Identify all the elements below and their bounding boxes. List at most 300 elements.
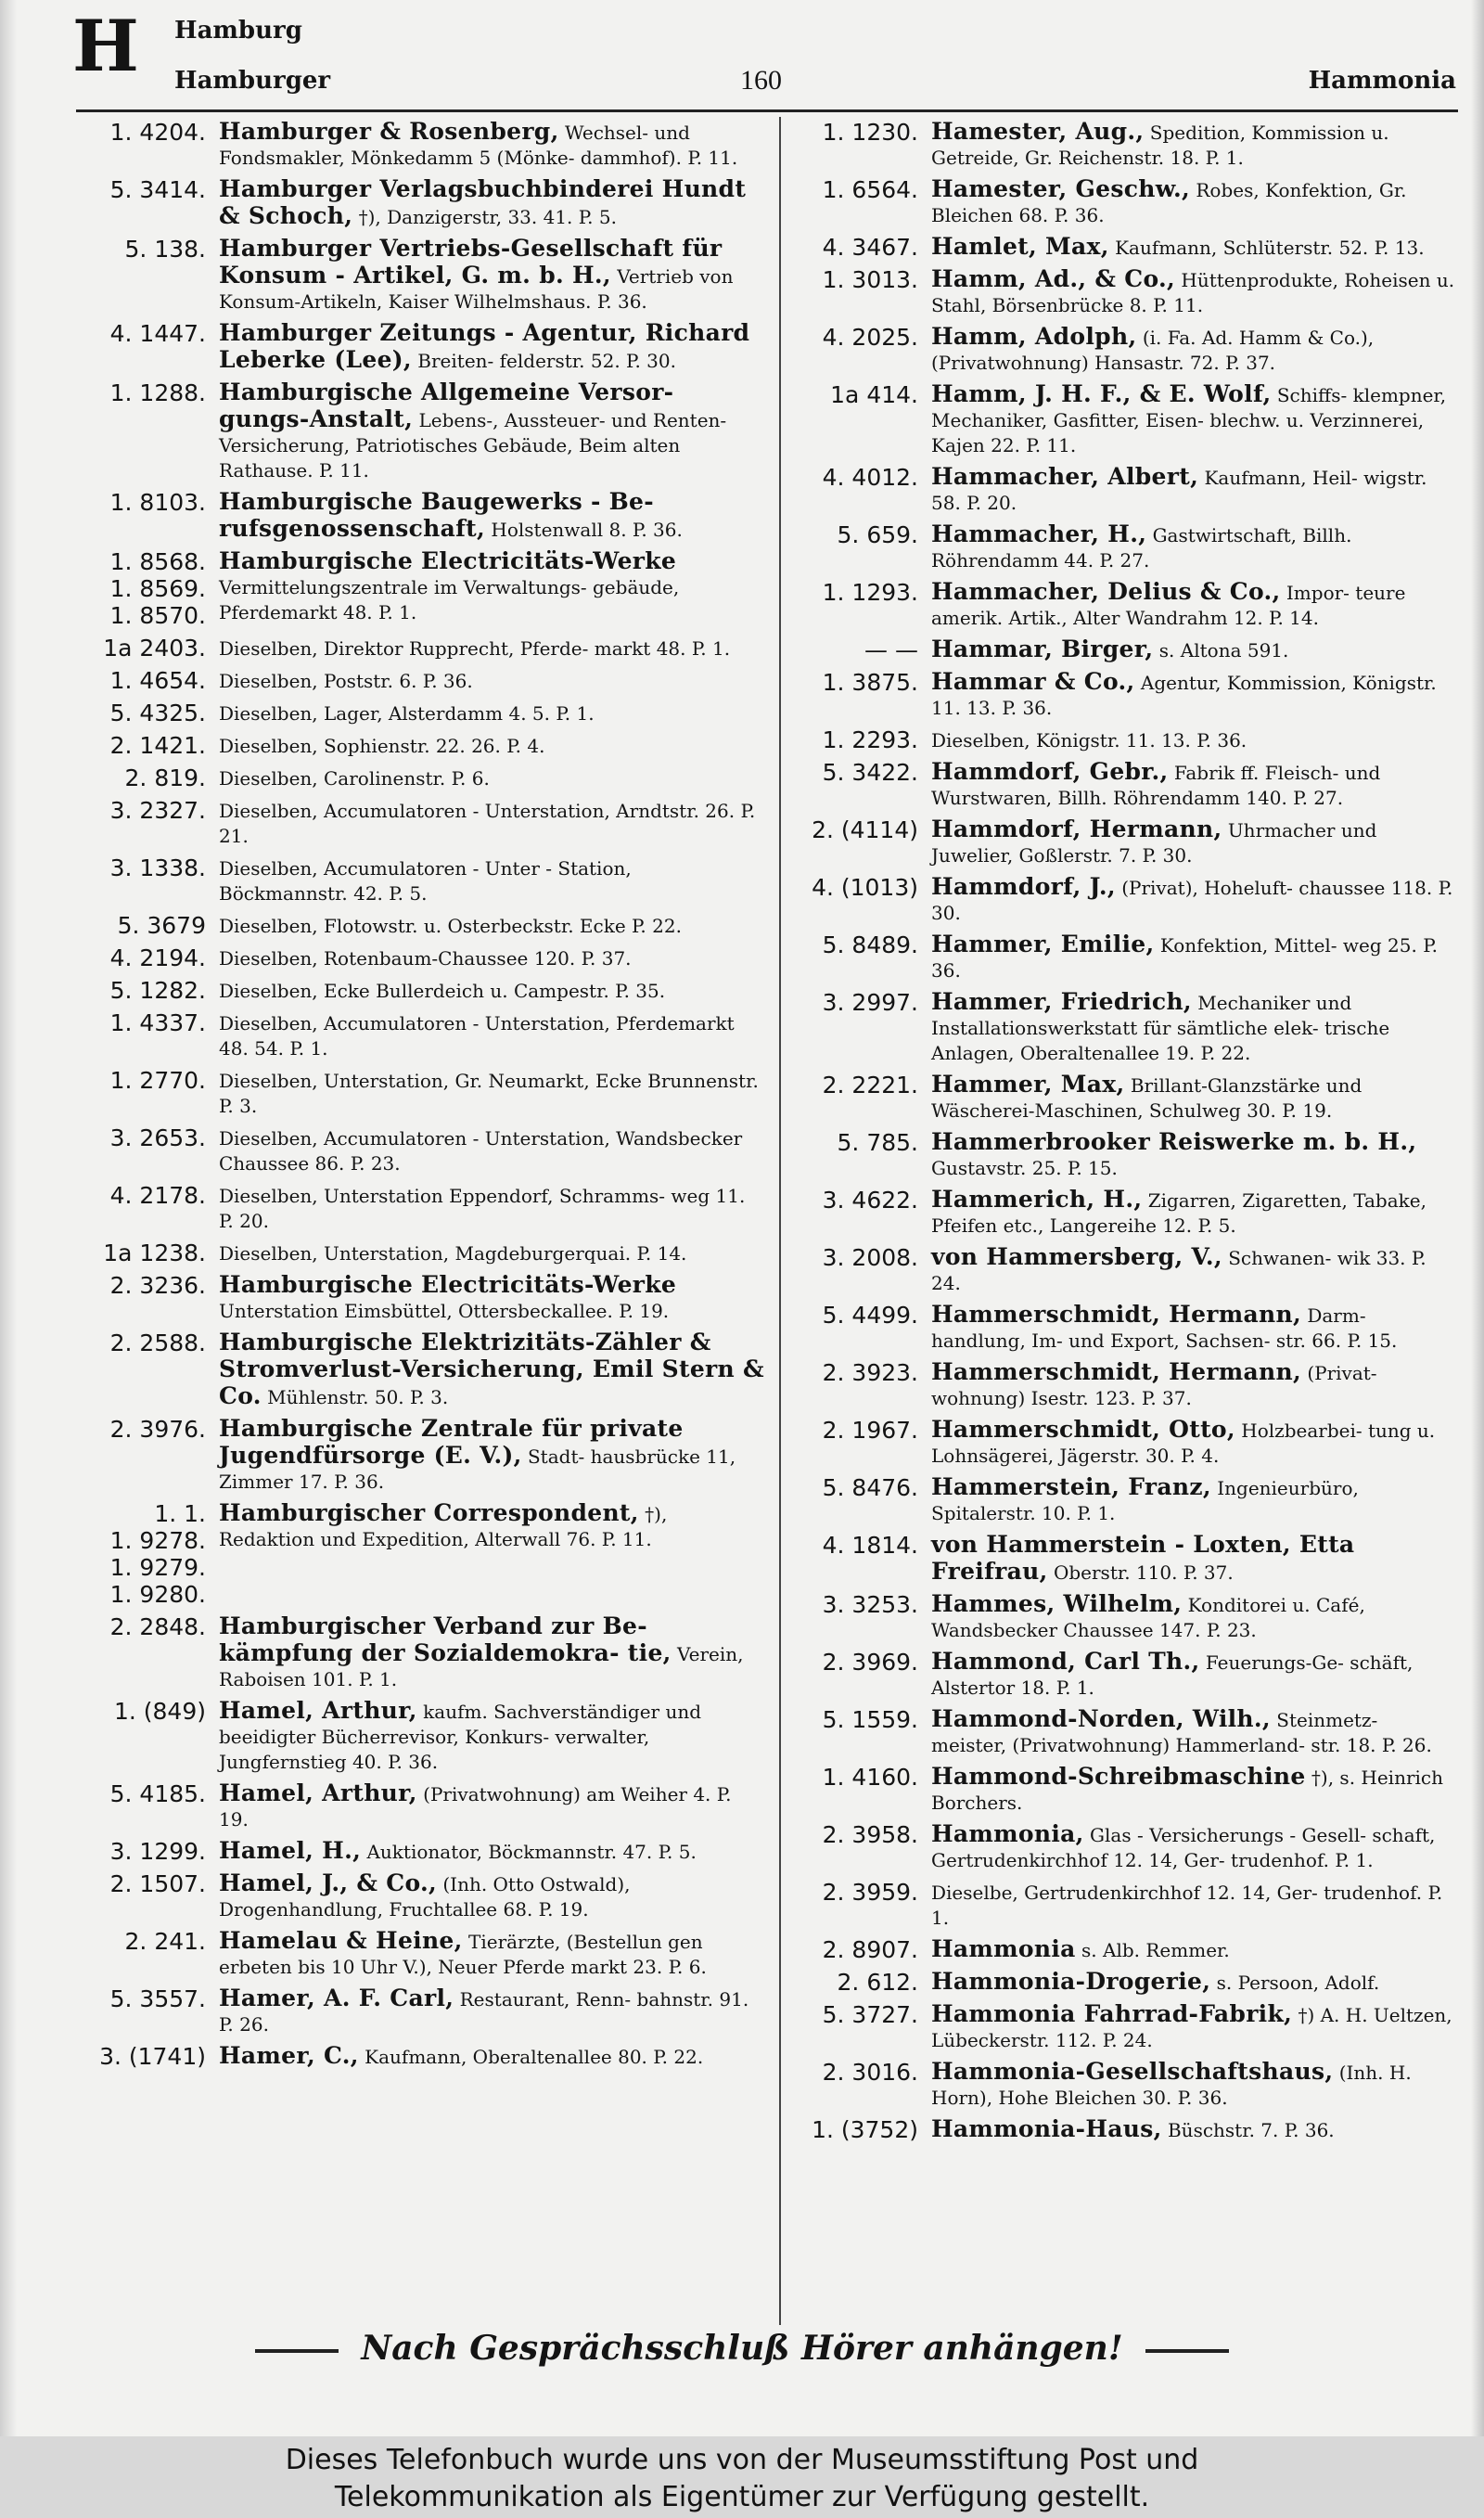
subscriber-details: Verein, Raboisen 101. P. 1. (219, 1643, 744, 1690)
directory-entry (788, 874, 1458, 926)
phone-number: 1a 1238. (103, 1240, 206, 1266)
subscriber-details: s. Persoon, Adolf. (1216, 1972, 1380, 1994)
phone-number: 2. 1421. (109, 732, 206, 759)
subscriber-details: Vertrieb von Konsum-Artikeln, Kaiser Wilhelmshaus. P. 36. (219, 265, 734, 313)
entry-text (931, 1821, 1458, 1873)
subscriber-details: Dieselben, Carolinenstr. P. 6. (219, 767, 490, 790)
subscriber-name: Hamlet, Max, (931, 233, 1109, 260)
phone-number: 1. 1230. (822, 119, 918, 146)
footer-notice: Nach Gesprächsschluß Hörer anhängen! (0, 2329, 1484, 2368)
directory-entry (788, 1706, 1458, 1758)
phone-number: 2. 3976. (109, 1416, 206, 1443)
directory-entry (76, 977, 764, 1004)
entry-text (219, 1124, 764, 1176)
phone-number: 1. 4337. (109, 1009, 206, 1036)
directory-entry (788, 381, 1458, 458)
directory-entry (788, 1821, 1458, 1873)
phone-number: 2. 1507. (109, 1870, 206, 1897)
entry-text (219, 1416, 764, 1495)
directory-entry (788, 176, 1458, 228)
phone-number: 5. 4325. (109, 700, 206, 726)
phone-number: 2. 3959. (822, 1879, 918, 1906)
phone-number: 5. 4499. (822, 1302, 918, 1329)
subscriber-name: Hamel, Arthur, (219, 1779, 417, 1806)
phone-number: 1. 8103. (109, 489, 206, 516)
subscriber-name: Hamburgische Electricitäts-Werke (219, 547, 677, 574)
subscriber-name: Hammond, Carl Th., (931, 1648, 1200, 1675)
entry-text (219, 1780, 764, 1832)
entry-text (931, 2116, 1458, 2143)
entry-text (219, 764, 764, 791)
phone-number: 1. 4160. (822, 1764, 918, 1791)
subscriber-details: kaufm. Sachverständiger und beeidigter Bücherrevisor, Konkurs- verwalter, Jungfernstieg 40. P. 36. (219, 1701, 702, 1773)
phone-number: 3. 4622. (822, 1187, 918, 1214)
entry-text (219, 379, 764, 483)
directory-entry (788, 636, 1458, 663)
entry-text (931, 579, 1458, 631)
subscriber-details: Kaufmann, Heil- wigstr. 58. P. 20. (931, 467, 1427, 514)
subscriber-details: Konfektion, Mittel- weg 25. P. 36. (931, 934, 1438, 982)
directory-entry (788, 1879, 1458, 1931)
directory-entry (788, 989, 1458, 1066)
subscriber-details: †), s. Heinrich Borchers. (931, 1766, 1443, 1814)
subscriber-name: Hammdorf, J., (931, 873, 1116, 900)
phone-number: 5. 3679 (117, 912, 206, 939)
directory-entry (76, 320, 764, 374)
directory-entry (788, 234, 1458, 261)
directory-entry (788, 1302, 1458, 1354)
subscriber-details: Büschstr. 7. P. 36. (1167, 2119, 1335, 2141)
phone-number: 5. 659. (837, 521, 918, 548)
subscriber-details: (Inh. Otto Ostwald), Drogenhandlung, Fruchtallee 68. P. 19. (219, 1873, 631, 1921)
subscriber-name: Hamburger Vertriebs-Gesellschaft für Konsum - Artikel, G. m. b. H., (219, 235, 723, 289)
phone-number: 2. 3958. (822, 1821, 918, 1848)
left-column (76, 119, 764, 2318)
subscriber-name: Hammerstein, Franz, (931, 1473, 1211, 1500)
directory-entry (76, 797, 764, 849)
directory-entry (76, 2043, 764, 2070)
phone-number: 4. 4012. (822, 464, 918, 491)
subscriber-details: Konditorei u. Café, Wandsbecker Chaussee 147. P. 23. (931, 1594, 1365, 1641)
subscriber-details: Dieselben, Direktor Rupprecht, Pferde- markt 48. P. 1. (219, 637, 731, 660)
subscriber-name: Hammes, Wilhelm, (931, 1590, 1183, 1617)
subscriber-name: Hammonia, (931, 1820, 1084, 1847)
directory-entry (76, 1330, 764, 1410)
phone-number: 2. 2221. (822, 1072, 918, 1098)
subscriber-details: Wechsel- und Fondsmakler, Mönkedamm 5 (Mönke- dammhof). P. 11. (219, 122, 738, 169)
subscriber-details: †) A. H. Ueltzen, Lübeckerstr. 112. P. 24. (931, 2004, 1452, 2051)
entry-text (931, 1072, 1458, 1124)
phone-number: 1. 1293. (822, 579, 918, 606)
directory-entry (788, 1359, 1458, 1411)
entry-text (931, 2059, 1458, 2111)
entry-text (931, 176, 1458, 228)
subscriber-details: Restaurant, Renn- bahnstr. 91. P. 26. (219, 1988, 749, 2036)
entry-text (931, 874, 1458, 926)
phone-number: 2. 3969. (822, 1649, 918, 1676)
subscriber-details: Dieselben, Unterstation, Gr. Neumarkt, Ecke Brunnenstr. P. 3. (219, 1070, 759, 1117)
phone-number: 3. 2327. (109, 797, 206, 824)
column-divider (779, 117, 781, 2325)
subscriber-name: Hamburgischer Correspondent, (219, 1499, 639, 1526)
phone-number: 2. 819. (124, 764, 206, 791)
subscriber-details: Auktionator, Böckmannstr. 47. P. 5. (366, 1841, 697, 1863)
phone-number: 1. (849) (113, 1698, 206, 1725)
subscriber-details: Spedition, Kommission u. Getreide, Gr. Reichenstr. 18. P. 1. (931, 122, 1389, 169)
caption-line-2: Telekommunikation als Eigentümer zur Verfügung gestellt. (334, 2481, 1150, 2513)
entry-text (931, 1474, 1458, 1526)
subscriber-details: Oberstr. 110. P. 37. (1053, 1561, 1234, 1584)
phone-number: 1. 8568. 1. 8569. 1. 8570. (109, 548, 206, 629)
subscriber-name: Hamel, J., & Co., (219, 1869, 437, 1896)
subscriber-name: Hammacher, Albert, (931, 463, 1199, 490)
subscriber-details: Breiten- felderstr. 52. P. 30. (417, 350, 676, 372)
subscriber-name: Hamburgische Electricitäts-Werke (219, 1271, 677, 1298)
entry-text (931, 1187, 1458, 1239)
entry-text (219, 700, 764, 726)
subscriber-name: Hamburgische Elektrizitäts-Zähler & Stromverlust-Versicherung, Emil Stern & Co. (219, 1329, 764, 1409)
subscriber-details: Zigarren, Zigaretten, Tabake, Pfeifen etc., Langereihe 12. P. 5. (931, 1189, 1426, 1237)
subscriber-details: (Privat- wohnung) Isestr. 123. P. 37. (931, 1362, 1377, 1409)
phone-number: 3. 1299. (109, 1838, 206, 1865)
entry-text (219, 176, 764, 230)
directory-entry (788, 1417, 1458, 1469)
subscriber-details: Vermittelungszentrale im Verwaltungs- gebäude, Pferdemarkt 48. P. 1. (219, 576, 680, 623)
phone-number: 5. 3414. (109, 176, 206, 203)
phone-number: 1a 414. (830, 381, 918, 408)
directory-entry (76, 912, 764, 939)
phone-number: 1. (3752) (812, 2116, 918, 2143)
phone-number: 4. 2025. (822, 324, 918, 351)
entry-text (219, 1067, 764, 1119)
phone-number: 2. (4114) (812, 816, 918, 843)
directory-entry (788, 1591, 1458, 1643)
subscriber-details: Dieselben, Lager, Alsterdamm 4. 5. P. 1. (219, 702, 595, 725)
subscriber-details: Dieselben, Accumulatoren - Unterstation, Wandsbecker Chaussee 86. P. 23. (219, 1127, 743, 1175)
subscriber-name: Hammar & Co., (931, 668, 1135, 695)
phone-number: 3. 3253. (822, 1591, 918, 1618)
phone-number: 5. 1282. (109, 977, 206, 1004)
phone-number: 2. 2848. (109, 1613, 206, 1640)
subscriber-name: Hammacher, Delius & Co., (931, 578, 1281, 605)
phone-number: 4. (1013) (812, 874, 918, 901)
subscriber-details: Dieselben, Unterstation Eppendorf, Schramms- weg 11. P. 20. (219, 1185, 746, 1232)
directory-entry (76, 1124, 764, 1176)
entry-text (219, 1500, 764, 1552)
directory-entry (76, 1780, 764, 1832)
entry-text (931, 669, 1458, 721)
subscriber-details: Dieselbe, Gertrudenkirchhof 12. 14, Ger- trudenhof. P. 1. (931, 1882, 1443, 1929)
phone-number: 4. 2194. (109, 944, 206, 971)
directory-entry (76, 1928, 764, 1980)
subscriber-details: (i. Fa. Ad. Hamm & Co.), (Privatwohnung) Hansastr. 72. P. 37. (931, 327, 1375, 374)
phone-number: 1. 1. 1. 9278. 1. 9279. 1. 9280. (109, 1500, 206, 1608)
subscriber-name: Hammonia-Gesellschaftshaus, (931, 2058, 1334, 2085)
directory-entry (788, 2059, 1458, 2111)
entry-text (931, 266, 1458, 318)
directory-entry (788, 579, 1458, 631)
phone-number: 1. 2293. (822, 726, 918, 753)
subscriber-name: Hammerich, H., (931, 1186, 1143, 1213)
directory-entry (76, 1698, 764, 1775)
subscriber-name: Hammerschmidt, Otto, (931, 1416, 1235, 1443)
phone-number: 2. 241. (124, 1928, 206, 1955)
directory-entry (76, 1240, 764, 1266)
directory-entry (788, 1969, 1458, 1996)
header-rule (76, 109, 1458, 112)
entry-text (219, 1838, 764, 1865)
phone-number: 2. 2588. (109, 1330, 206, 1356)
entry-text (219, 635, 764, 662)
entry-text (931, 636, 1458, 663)
phone-number: 4. 1814. (822, 1532, 918, 1559)
header-keyword-bottom: Hamburger (174, 67, 331, 95)
entry-text (931, 1532, 1458, 1586)
directory-entry (76, 236, 764, 315)
directory-entry (788, 464, 1458, 516)
entry-text (219, 1870, 764, 1922)
directory-entry (788, 324, 1458, 376)
subscriber-name: Hamburgische Zentrale für private Jugendfürsorge (E. V.), (219, 1415, 684, 1469)
entry-text (219, 1272, 764, 1324)
entry-text (219, 732, 764, 759)
phone-number: 1. 6564. (822, 176, 918, 203)
directory-entry (788, 1244, 1458, 1296)
entry-text (931, 1417, 1458, 1469)
subscriber-name: Hammonia (931, 1935, 1076, 1962)
directory-entry (76, 489, 764, 543)
subscriber-name: Hammond-Norden, Wilh., (931, 1705, 1271, 1732)
directory-entry (76, 732, 764, 759)
entry-text (219, 797, 764, 849)
phone-number: 1. 4654. (109, 667, 206, 694)
directory-entry (788, 1187, 1458, 1239)
entry-text (931, 464, 1458, 516)
directory-entry (76, 635, 764, 662)
entry-text (219, 1182, 764, 1234)
entry-text (931, 1591, 1458, 1643)
subscriber-details: Darm- handlung, Im- und Export, Sachsen- str. 66. P. 15. (931, 1304, 1398, 1352)
phone-number: 5. 785. (837, 1129, 918, 1156)
subscriber-details: Kaufmann, Schlüterstr. 52. P. 13. (1115, 237, 1425, 259)
directory-entry (76, 854, 764, 906)
entry-text (219, 1698, 764, 1775)
phone-number: 2. 3016. (822, 2059, 918, 2086)
header-keyword-top: Hamburg (174, 17, 302, 45)
entry-text (931, 759, 1458, 811)
subscriber-details: Dieselben, Accumulatoren - Unter - Station, Böckmannstr. 42. P. 5. (219, 857, 632, 905)
subscriber-details: Dieselben, Unterstation, Magdeburgerquai. P. 14. (219, 1242, 687, 1265)
directory-entry (76, 667, 764, 694)
entry-text (219, 119, 764, 171)
phone-number: 2. 612. (837, 1969, 918, 1996)
subscriber-name: Hamburger & Rosenberg, (219, 119, 559, 145)
page-number: 160 (740, 65, 782, 96)
entry-text (219, 977, 764, 1004)
phone-number: 5. 3727. (822, 2001, 918, 2028)
subscriber-name: Hammond-Schreibmaschine (931, 1763, 1306, 1790)
entry-text (219, 1240, 764, 1266)
entry-text (931, 1706, 1458, 1758)
copyright-caption (0, 2436, 1484, 2518)
phone-number: 5. 138. (124, 236, 206, 263)
phone-number: 2. 8907. (822, 1936, 918, 1963)
header-keyword-right: Hammonia (1308, 67, 1456, 95)
entry-text (219, 320, 764, 374)
directory-entry (788, 1764, 1458, 1816)
subscriber-details: †), Redaktion und Expedition, Alterwall 76. P. 11. (219, 1503, 668, 1550)
entry-text (931, 1649, 1458, 1701)
directory-entry (788, 1072, 1458, 1124)
subscriber-name: Hamelau & Heine, (219, 1927, 463, 1954)
phone-number: 3. 2997. (822, 989, 918, 1016)
directory-entry (76, 1067, 764, 1119)
subscriber-details: Brillant-Glanzstärke und Wäscherei-Maschinen, Schulweg 30. P. 19. (931, 1074, 1362, 1122)
subscriber-name: Hammerbrooker Reiswerke m. b. H., (931, 1128, 1417, 1155)
subscriber-details: Holstenwall 8. P. 36. (491, 519, 683, 541)
phone-number: 1. 1288. (109, 379, 206, 406)
caption-line-1: Dieses Telefonbuch wurde uns von der Museumsstiftung Post und (285, 2444, 1199, 2476)
phone-number: 5. 3422. (822, 759, 918, 786)
phone-number: 4. 3467. (822, 234, 918, 261)
subscriber-details: Dieselben, Poststr. 6. P. 36. (219, 670, 473, 692)
subscriber-details: Impor- teure amerik. Artik., Alter Wandrahm 12. P. 14. (931, 582, 1406, 629)
entry-text (219, 1613, 764, 1692)
subscriber-name: Hamel, Arthur, (219, 1697, 417, 1724)
subscriber-details: Dieselben, Flotowstr. u. Osterbeckstr. Ecke P. 22. (219, 915, 682, 937)
entry-text (219, 2043, 764, 2070)
directory-entry (76, 1613, 764, 1692)
phone-number: 1a 2403. (103, 635, 206, 662)
subscriber-name: Hammonia-Haus, (931, 2115, 1162, 2142)
subscriber-name: Hammacher, H., (931, 520, 1147, 547)
directory-entry (76, 1500, 764, 1608)
subscriber-name: Hammer, Max, (931, 1071, 1125, 1098)
subscriber-name: von Hammersberg, V., (931, 1243, 1222, 1270)
subscriber-details: Stadt- hausbrücke 11, Zimmer 17. P. 36. (219, 1445, 736, 1493)
subscriber-name: Hammdorf, Gebr., (931, 758, 1169, 785)
subscriber-details: Dieselben, Rotenbaum-Chaussee 120. P. 37. (219, 947, 632, 970)
phone-number: 1. 3013. (822, 266, 918, 293)
directory-entry (76, 1985, 764, 2037)
entry-text (931, 989, 1458, 1066)
entry-text (219, 854, 764, 906)
phone-number: — — (864, 636, 918, 663)
entry-text (219, 1928, 764, 1980)
subscriber-details: Gustavstr. 25. P. 15. (931, 1157, 1118, 1179)
entry-text (219, 912, 764, 939)
subscriber-name: Hamburgischer Verband zur Be- kämpfung der Sozialdemokra- tie, (219, 1612, 672, 1666)
subscriber-details: Hüttenprodukte, Roheisen u. Stahl, Börsenbrücke 8. P. 11. (931, 269, 1455, 316)
directory-entry (788, 2001, 1458, 2053)
directory-entry (76, 764, 764, 791)
directory-entry (788, 1936, 1458, 1963)
directory-entry (788, 816, 1458, 868)
phone-number: 1. 2770. (109, 1067, 206, 1094)
directory-entry (76, 119, 764, 171)
entry-text (931, 1359, 1458, 1411)
phone-number: 3. 1338. (109, 854, 206, 881)
directory-entry (76, 1009, 764, 1061)
subscriber-name: Hammer, Friedrich, (931, 988, 1192, 1015)
phone-number: 1. 4204. (109, 119, 206, 146)
subscriber-name: Hammar, Birger, (931, 636, 1154, 662)
entry-text (931, 2001, 1458, 2053)
subscriber-details: Fabrik ff. Fleisch- und Wurstwaren, Billh. Röhrendamm 140. P. 27. (931, 762, 1381, 809)
subscriber-details: Dieselben, Accumulatoren - Unterstation, Pferdemarkt 48. 54. P. 1. (219, 1012, 735, 1060)
phone-number: 5. 4185. (109, 1780, 206, 1807)
subscriber-details: Glas - Versicherungs - Gesell- schaft, Gertrudenkirchhof 12. 14, Ger- trudenhof. P. 1. (931, 1824, 1436, 1871)
entry-text (219, 548, 764, 625)
subscriber-details: (Privat), Hoheluft- chaussee 118. P. 30. (931, 877, 1453, 924)
subscriber-details: Dieselben, Königstr. 11. 13. P. 36. (931, 729, 1247, 752)
directory-entry (788, 931, 1458, 983)
entry-text (931, 816, 1458, 868)
subscriber-details: Ingenieurbüro, Spitalerstr. 10. P. 1. (931, 1477, 1359, 1524)
directory-entry (788, 1129, 1458, 1181)
subscriber-name: Hammerschmidt, Hermann, (931, 1301, 1301, 1328)
directory-entry (76, 548, 764, 629)
entry-text (931, 1879, 1458, 1931)
phone-number: 5. 3557. (109, 1985, 206, 2012)
directory-entry (76, 944, 764, 971)
subscriber-details: s. Altona 591. (1158, 639, 1289, 662)
subscriber-details: s. Alb. Remmer. (1081, 1939, 1230, 1961)
phone-number: 2. 1967. (822, 1417, 918, 1444)
entry-text (931, 521, 1458, 573)
subscriber-details: Schwanen- wik 33. P. 24. (931, 1247, 1426, 1294)
entry-text (931, 1244, 1458, 1296)
subscriber-details: Uhrmacher und Juwelier, Goßlerstr. 7. P. 30. (931, 819, 1377, 867)
directory-entry (788, 1649, 1458, 1701)
phone-number: 2. 3923. (822, 1359, 918, 1386)
entry-text (219, 1009, 764, 1061)
subscriber-name: Hammonia Fahrrad-Fabrik, (931, 2000, 1293, 2027)
entry-text (931, 1764, 1458, 1816)
subscriber-name: Hamester, Aug., (931, 119, 1145, 145)
subscriber-details: Schiffs- klempner, Mechaniker, Gasfitter, Eisen- blechw. u. Verzinnerei, Kajen 22. P. 11. (931, 384, 1447, 456)
subscriber-details: Feuerungs-Ge- schäft, Alstertor 18. P. 1. (931, 1651, 1414, 1699)
subscriber-details: Holzbearbei- tung u. Lohnsägerei, Jägerstr. 30. P. 4. (931, 1420, 1436, 1467)
subscriber-details: Mühlenstr. 50. P. 3. (267, 1386, 449, 1408)
directory-entry (76, 1182, 764, 1234)
directory-entry (788, 1532, 1458, 1586)
phone-number: 2. 3236. (109, 1272, 206, 1299)
entry-text (931, 726, 1458, 753)
phone-number: 5. 8489. (822, 931, 918, 958)
phone-number: 1. 3875. (822, 669, 918, 696)
entry-text (931, 1302, 1458, 1354)
subscriber-details: Dieselben, Sophienstr. 22. 26. P. 4. (219, 735, 545, 757)
directory-entry (76, 1838, 764, 1865)
directory-entry (76, 1272, 764, 1324)
subscriber-name: Hamburgische Allgemeine Versor- gungs-Anstalt, (219, 379, 674, 432)
subscriber-name: Hamer, A. F. Carl, (219, 1985, 454, 2011)
directory-entry (788, 266, 1458, 318)
entry-text (219, 1985, 764, 2037)
phone-number: 4. 2178. (109, 1182, 206, 1209)
right-column (788, 119, 1458, 2318)
directory-entry (76, 176, 764, 230)
subscriber-details: Agentur, Kommission, Königstr. 11. 13. P. 36. (931, 672, 1437, 719)
subscriber-details: (Privatwohnung) am Weiher 4. P. 19. (219, 1783, 732, 1831)
subscriber-details: †), Danzigerstr, 33. 41. P. 5. (358, 206, 617, 228)
entry-text (931, 931, 1458, 983)
subscriber-name: Hammdorf, Hermann, (931, 816, 1222, 842)
phone-number: 3. (1741) (99, 2043, 206, 2070)
subscriber-name: Hamm, Adolph, (931, 323, 1137, 350)
subscriber-details: Mechaniker und Installationswerkstatt für sämtliche elek- trische Anlagen, Oberaltenallee 19. P. 22. (931, 992, 1390, 1064)
